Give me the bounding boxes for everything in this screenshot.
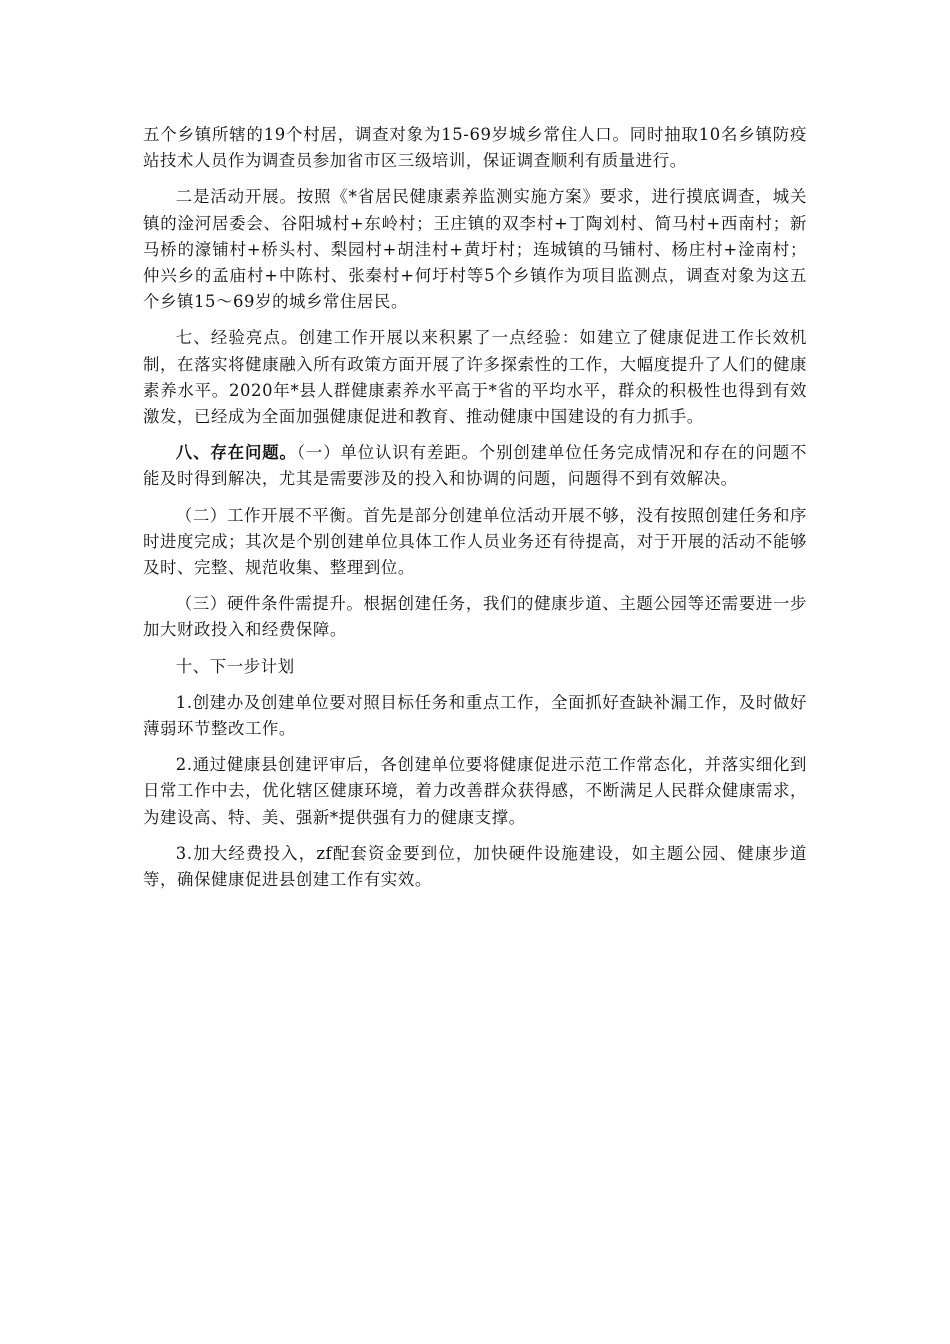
paragraph-plan-three: 3.加大经费投入，zf配套资金要到位，加快硬件设施建设，如主题公园、健康步道等，确保健康促进县创建工作有实效。 xyxy=(143,843,807,890)
problem-one-text: （一）单位认识有差距。个别创建单位任务完成情况和存在的问题不能及时得到解决，尤其是需要涉及的投入和协调的问题，问题得不到有效解决。 xyxy=(143,443,807,489)
paragraph-activity-development: 二是活动开展。按照《*省居民健康素养监测实施方案》要求，进行摸底调查，城关镇的淦河居委会、谷阳城村+东岭村；王庄镇的双李村+丁陶刘村、简马村+西南村；新马桥的濠铺村+桥头村、梨园村+胡洼村+黄圩村；连城镇的马铺村、杨庄村+淦南村；仲兴乡的孟庙村+中陈村、张秦村+何圩村等5个乡镇作为项目监测点，调查对象为这五个乡镇15～69岁的城乡常住居民。 xyxy=(143,187,807,312)
document-page xyxy=(143,122,807,903)
paragraph-existing-problems xyxy=(143,440,807,492)
paragraph-plan-two: 2.通过健康县创建评审后，各创建单位要将健康促进示范工作常态化，并落实细化到日常工作中去，优化辖区健康环境，着力改善群众获得感，不断满足人民群众健康需求，为建设高、特、美、强新*提供强有力的健康支撑。 xyxy=(143,755,807,827)
paragraph-problem-two: （二）工作开展不平衡。首先是部分创建单位活动开展不够，没有按照创建任务和序时进度完成；其次是个别创建单位具体工作人员业务还有待提高，对于开展的活动不能够及时、完整、规范收集、整理到位。 xyxy=(143,505,807,578)
paragraph-problem-three: （三）硬件条件需提升。根据创建任务，我们的健康步道、主题公园等还需要进一步加大财政投入和经费保障。 xyxy=(143,594,807,640)
paragraph-survey-scope: 五个乡镇所辖的19个村居，调查对象为15-69岁城乡常住人口。同时抽取10名乡镇防疫站技术人员作为调查员参加省市区三级培训，保证调查顺利有质量进行。 xyxy=(143,125,807,171)
paragraph-experience-highlights: 七、经验亮点。创建工作开展以来积累了一点经验：如建立了健康促进工作长效机制，在落实将健康融入所有政策方面开展了许多探索性的工作，大幅度提升了人们的健康素养水平。2020年*县人群健康素养水平高于*省的平均水平，群众的积极性也得到有效激发，已经成为全面加强健康促进和教育、推动健康中国建设的有力抓手。 xyxy=(143,328,807,427)
paragraph-plan-one: 1.创建办及创建单位要对照目标任务和重点工作，全面抓好查缺补漏工作，及时做好薄弱环节整改工作。 xyxy=(143,692,807,739)
section-heading-problems: 八、存在问题。 xyxy=(175,443,297,463)
section-heading-next-steps: 十、下一步计划 xyxy=(175,656,295,676)
